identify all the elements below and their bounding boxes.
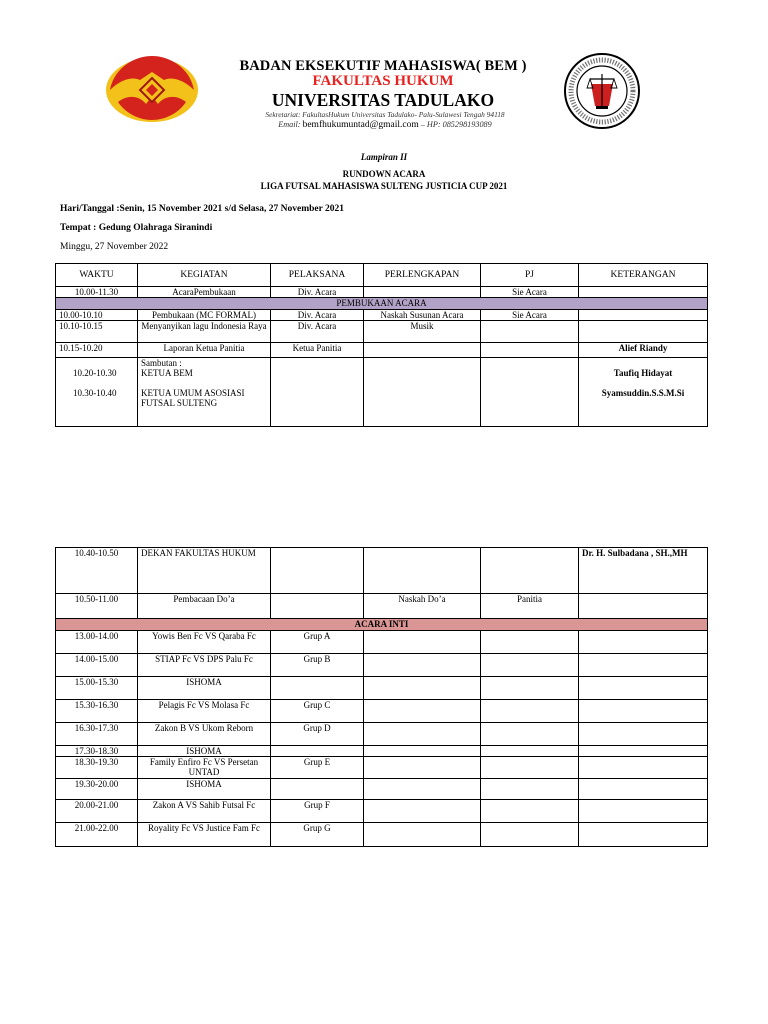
- cell-waktu: 16.30-17.30: [56, 723, 138, 746]
- cell-kegiatan: [138, 358, 271, 427]
- cell-keterangan: [579, 358, 708, 427]
- cell-keterangan: [579, 310, 708, 321]
- cell-kegiatan: ISHOMA: [138, 677, 271, 700]
- cell-pj: [481, 746, 579, 757]
- table-row: [56, 723, 708, 746]
- header-pj: PJ: [481, 264, 579, 287]
- rundown-table-part-1: [55, 263, 708, 427]
- cell-perlengkapan: Naskah Susunan Acara: [364, 310, 481, 321]
- cell-keterangan: [579, 800, 708, 823]
- cell-kegiatan: DEKAN FAKULTAS HUKUM: [138, 548, 271, 594]
- table-row: [56, 800, 708, 823]
- cell-kegiatan: Zakon B VS Ukom Reborn: [138, 723, 271, 746]
- time-ketua-asosiasi: 10.30-10.40: [73, 388, 117, 398]
- cell-kegiatan: ISHOMA: [138, 746, 271, 757]
- table-header-row: [56, 264, 708, 287]
- faculty-name: FAKULTAS HUKUM: [312, 73, 454, 89]
- cell-perlengkapan: [364, 700, 481, 723]
- cell-pelaksana: Grup A: [271, 631, 364, 654]
- table-row: [56, 779, 708, 800]
- cell-kegiatan: Pelagis Fc VS Molasa Fc: [138, 700, 271, 723]
- cell-kegiatan: Family Enfiro Fc VS Persetan UNTAD: [138, 757, 271, 779]
- cell-perlengkapan: [364, 723, 481, 746]
- cell-pelaksana: Grup B: [271, 654, 364, 677]
- cell-waktu: 14.00-15.00: [56, 654, 138, 677]
- name-syamsuddin: Syamsuddin.S.S.M.Si: [601, 388, 685, 398]
- cell-kegiatan: Royality Fc VS Justice Fam Fc: [138, 823, 271, 847]
- cell-pelaksana: Div. Acara: [271, 310, 364, 321]
- cell-pelaksana: Grup G: [271, 823, 364, 847]
- cell-perlengkapan: [364, 287, 481, 298]
- cell-pelaksana: Div. Acara: [271, 287, 364, 298]
- cell-keterangan: [579, 677, 708, 700]
- cell-perlengkapan: [364, 654, 481, 677]
- cell-waktu: 21.00-22.00: [56, 823, 138, 847]
- cell-keterangan: [579, 287, 708, 298]
- speaker-ketua-bem: KETUA BEM: [141, 368, 193, 378]
- rundown-title: RUNDOWN ACARA: [342, 169, 426, 179]
- cell-perlengkapan: [364, 343, 481, 358]
- cell-waktu: 17.30-18.30: [56, 746, 138, 757]
- cell-pj: Sie Acara: [481, 310, 579, 321]
- cell-kegiatan: Menyanyikan lagu Indonesia Raya: [138, 321, 271, 343]
- speaker-ketua-asosiasi: KETUA UMUM ASOSIASI FUTSAL SULTENG: [141, 388, 245, 408]
- cell-pelaksana: Grup E: [271, 757, 364, 779]
- cell-waktu: 18.30-19.30: [56, 757, 138, 779]
- cell-keterangan: Alief Riandy: [579, 343, 708, 358]
- university-name: UNIVERSITAS TADULAKO: [271, 90, 495, 110]
- cell-perlengkapan: [364, 358, 481, 427]
- cell-keterangan: [579, 723, 708, 746]
- table-row: [56, 823, 708, 847]
- cell-pj: [481, 723, 579, 746]
- cell-perlengkapan: Naskah Do’a: [364, 594, 481, 619]
- cell-waktu: [56, 358, 138, 427]
- cell-perlengkapan: [364, 548, 481, 594]
- day-date: Minggu, 27 November 2022: [60, 242, 169, 252]
- cell-pj: [481, 358, 579, 427]
- cell-waktu: 10.00-10.10: [56, 310, 138, 321]
- cell-perlengkapan: [364, 677, 481, 700]
- cell-pj: [481, 700, 579, 723]
- cell-waktu: 15.00-15.30: [56, 677, 138, 700]
- header-keterangan: KETERANGAN: [579, 264, 708, 287]
- cell-pj: Sie Acara: [481, 287, 579, 298]
- cell-pj: [481, 757, 579, 779]
- cell-pj: [481, 779, 579, 800]
- cell-kegiatan: Pembukaan (MC FORMAL): [138, 310, 271, 321]
- cell-pj: [481, 343, 579, 358]
- event-title: LIGA FUTSAL MAHASISWA SULTENG JUSTICIA CUP 2021: [260, 181, 508, 191]
- cell-perlengkapan: [364, 800, 481, 823]
- table-row: [56, 310, 708, 321]
- tadulako-logo: [104, 50, 200, 124]
- cell-pelaksana: Div. Acara: [271, 321, 364, 343]
- cell-pelaksana: [271, 677, 364, 700]
- cell-waktu: 10.15-10.20: [56, 343, 138, 358]
- cell-pelaksana: [271, 358, 364, 427]
- cell-kegiatan: Pembacaan Do’a: [138, 594, 271, 619]
- cell-perlengkapan: [364, 631, 481, 654]
- header-kegiatan: KEGIATAN: [138, 264, 271, 287]
- cell-pj: [481, 321, 579, 343]
- cell-kegiatan: Zakon A VS Sahib Futsal Fc: [138, 800, 271, 823]
- table-row: [56, 548, 708, 594]
- table-row: [56, 287, 708, 298]
- contact-line: [235, 120, 535, 130]
- org-name: BADAN EKSEKUTIF MAHASISWA( BEM ): [239, 58, 527, 74]
- bem-seal-logo: [563, 52, 641, 130]
- header-waktu: WAKTU: [56, 264, 138, 287]
- band-label: PEMBUKAAN ACARA: [56, 298, 708, 310]
- cell-keterangan: [579, 823, 708, 847]
- band-label: ACARA INTI: [56, 619, 708, 631]
- table-row-sambutan: [56, 358, 708, 427]
- cell-pelaksana: [271, 594, 364, 619]
- cell-pelaksana: Ketua Panitia: [271, 343, 364, 358]
- cell-keterangan: [579, 654, 708, 677]
- table-row: [56, 654, 708, 677]
- header-pelaksana: PELAKSANA: [271, 264, 364, 287]
- cell-pelaksana: [271, 548, 364, 594]
- cell-kegiatan: Laporan Ketua Panitia: [138, 343, 271, 358]
- cell-kegiatan: Yowis Ben Fc VS Qaraba Fc: [138, 631, 271, 654]
- cell-waktu: 10.10-10.15: [56, 321, 138, 343]
- cell-pelaksana: Grup F: [271, 800, 364, 823]
- rundown-table-part-2: [55, 547, 708, 847]
- secretariat-address: Sekretariat: FakultasHukum Universitas Tadulako- Palu-Sulawesi Tengah 94118: [265, 110, 505, 119]
- table-row: [56, 321, 708, 343]
- cell-waktu: 19.30-20.00: [56, 779, 138, 800]
- table-row: [56, 757, 708, 779]
- cell-waktu: 10.40-10.50: [56, 548, 138, 594]
- section-band-pembukaan: [56, 298, 708, 310]
- sambutan-label: Sambutan :: [141, 358, 182, 368]
- cell-waktu: 10.00-11.30: [56, 287, 138, 298]
- table-row: [56, 746, 708, 757]
- name-taufiq: Taufiq Hidayat: [613, 368, 673, 378]
- header-perlengkapan: PERLENGKAPAN: [364, 264, 481, 287]
- email-address: bemfhukumuntad@gmail.com: [302, 120, 419, 130]
- cell-perlengkapan: [364, 757, 481, 779]
- cell-waktu: 15.30-16.30: [56, 700, 138, 723]
- date-range: Hari/Tanggal :Senin, 15 November 2021 s/d Selasa, 27 November 2021: [60, 204, 345, 214]
- cell-perlengkapan: [364, 823, 481, 847]
- table-row: [56, 700, 708, 723]
- cell-perlengkapan: [364, 779, 481, 800]
- cell-kegiatan: ISHOMA: [138, 779, 271, 800]
- table-row: [56, 343, 708, 358]
- cell-pj: Panitia: [481, 594, 579, 619]
- cell-pj: [481, 677, 579, 700]
- phone-number: – HP: 085298193089: [418, 120, 492, 129]
- section-band-inti: [56, 619, 708, 631]
- lampiran-label: Lampiran II: [360, 152, 408, 162]
- cell-pj: [481, 823, 579, 847]
- cell-pj: [481, 631, 579, 654]
- cell-pelaksana: [271, 746, 364, 757]
- email-label: Email:: [278, 120, 303, 129]
- cell-waktu: 20.00-21.00: [56, 800, 138, 823]
- cell-perlengkapan: [364, 746, 481, 757]
- cell-kegiatan: AcaraPembukaan: [138, 287, 271, 298]
- cell-pj: [481, 654, 579, 677]
- cell-kegiatan: STIAP Fc VS DPS Palu Fc: [138, 654, 271, 677]
- cell-pelaksana: Grup C: [271, 700, 364, 723]
- cell-keterangan: [579, 779, 708, 800]
- cell-keterangan: Dr. H. Sulbadana , SH.,MH: [579, 548, 708, 594]
- cell-keterangan: [579, 757, 708, 779]
- cell-keterangan: [579, 594, 708, 619]
- cell-waktu: 13.00-14.00: [56, 631, 138, 654]
- cell-keterangan: [579, 700, 708, 723]
- cell-pj: [481, 548, 579, 594]
- table-row: [56, 594, 708, 619]
- cell-waktu: 10.50-11.00: [56, 594, 138, 619]
- table-row: [56, 631, 708, 654]
- time-ketua-bem: 10.20-10.30: [73, 368, 117, 378]
- cell-keterangan: [579, 321, 708, 343]
- table-row: [56, 677, 708, 700]
- cell-pelaksana: Grup D: [271, 723, 364, 746]
- cell-pelaksana: [271, 779, 364, 800]
- cell-perlengkapan: Musik: [364, 321, 481, 343]
- cell-keterangan: [579, 746, 708, 757]
- venue: Tempat : Gedung Olahraga Siranindi: [60, 223, 213, 233]
- cell-pj: [481, 800, 579, 823]
- cell-keterangan: [579, 631, 708, 654]
